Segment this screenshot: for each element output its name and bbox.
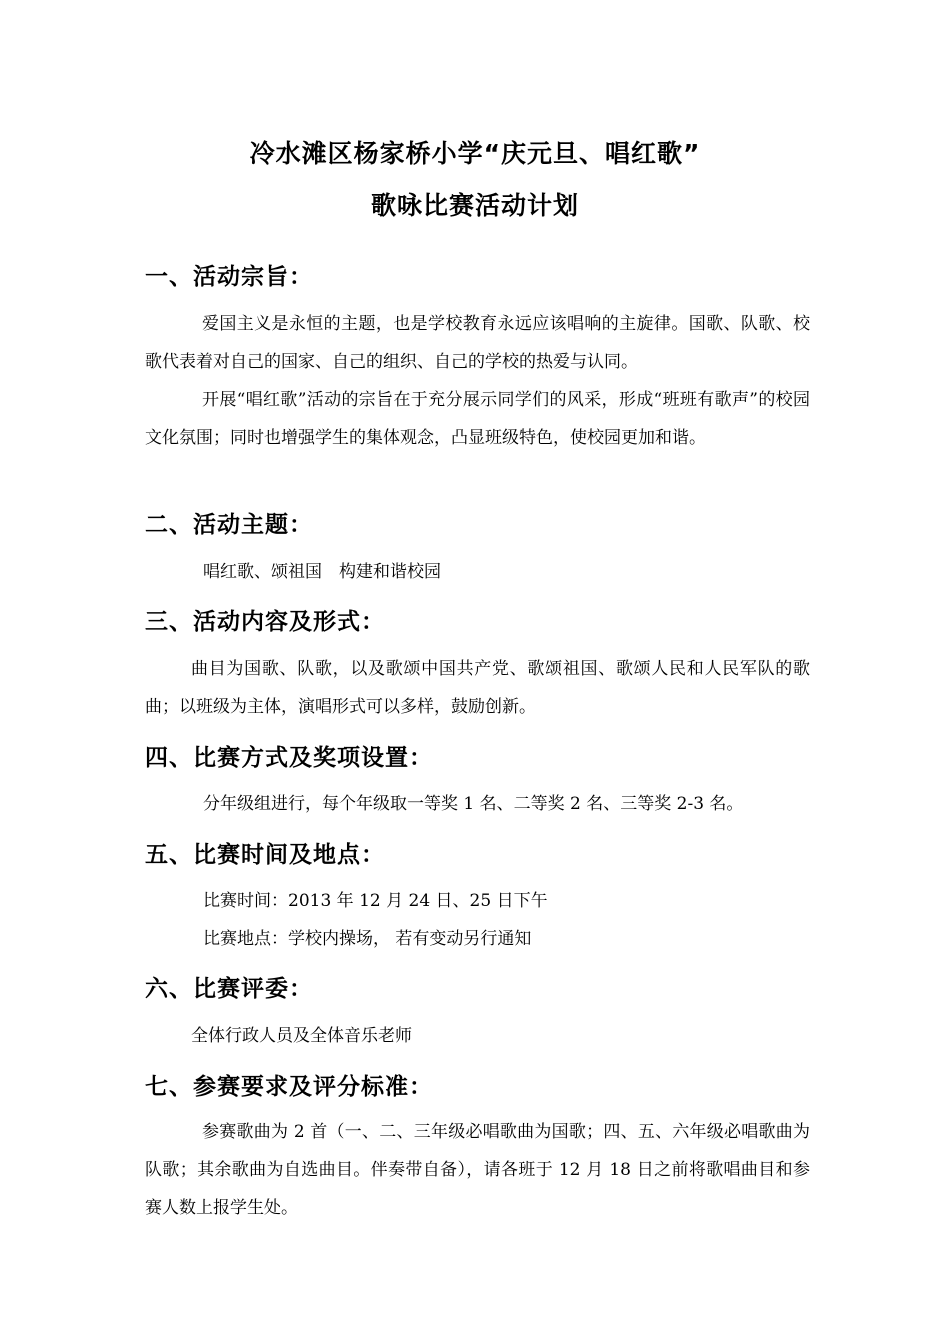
section-2-heading: 二、活动主题：	[145, 512, 313, 538]
section-1-paragraph-1: 爱国主义是永恒的主题，也是学校教育永远应该唱响的主旋律。国歌、队歌、校歌代表着对自己的国家、自己的组织、自己的学校的热爱与认同。	[145, 314, 810, 372]
section-5-location: 比赛地点：学校内操场， 若有变动另行通知	[203, 929, 532, 949]
section-2-text: 唱红歌、颂祖国 构建和谐校园	[203, 562, 441, 582]
section-5-heading: 五、比赛时间及地点：	[145, 842, 385, 868]
document-title-line1: 冷水滩区杨家桥小学“庆元旦、唱红歌”	[249, 139, 701, 168]
section-7-paragraph: 参赛歌曲为 2 首（一、二、三年级必唱歌曲为国歌；四、五、六年级必唱歌曲为队歌；其余歌曲为自选曲目。伴奏带自备），请各班于 12 月 18 日之前将歌唱曲目和参赛人数上报学生处。	[145, 1122, 810, 1218]
section-3-paragraph: 曲目为国歌、队歌，以及歌颂中国共产党、歌颂祖国、歌颂人民和人民军队的歌曲；以班级为主体，演唱形式可以多样，鼓励创新。	[145, 659, 810, 717]
section-5-time: 比赛时间：2013 年 12 月 24 日、25 日下午	[203, 891, 548, 911]
section-3-heading: 三、活动内容及形式：	[145, 609, 385, 635]
section-4-text: 分年级组进行，每个年级取一等奖 1 名、二等奖 2 名、三等奖 2-3 名。	[203, 794, 744, 814]
section-4-heading: 四、比赛方式及奖项设置：	[145, 745, 433, 771]
document-title-line2: 歌咏比赛活动计划	[370, 191, 579, 220]
section-6-text: 全体行政人员及全体音乐老师	[191, 1026, 412, 1046]
section-6-heading: 六、比赛评委：	[145, 976, 313, 1002]
section-1-paragraph-2: 开展“唱红歌”活动的宗旨在于充分展示同学们的风采，形成“班班有歌声”的校园文化氛围；同时也增强学生的集体观念，凸显班级特色，使校园更加和谐。	[145, 390, 810, 448]
section-1-heading: 一、活动宗旨：	[145, 264, 313, 290]
section-7-heading: 七、参赛要求及评分标准：	[145, 1074, 433, 1100]
